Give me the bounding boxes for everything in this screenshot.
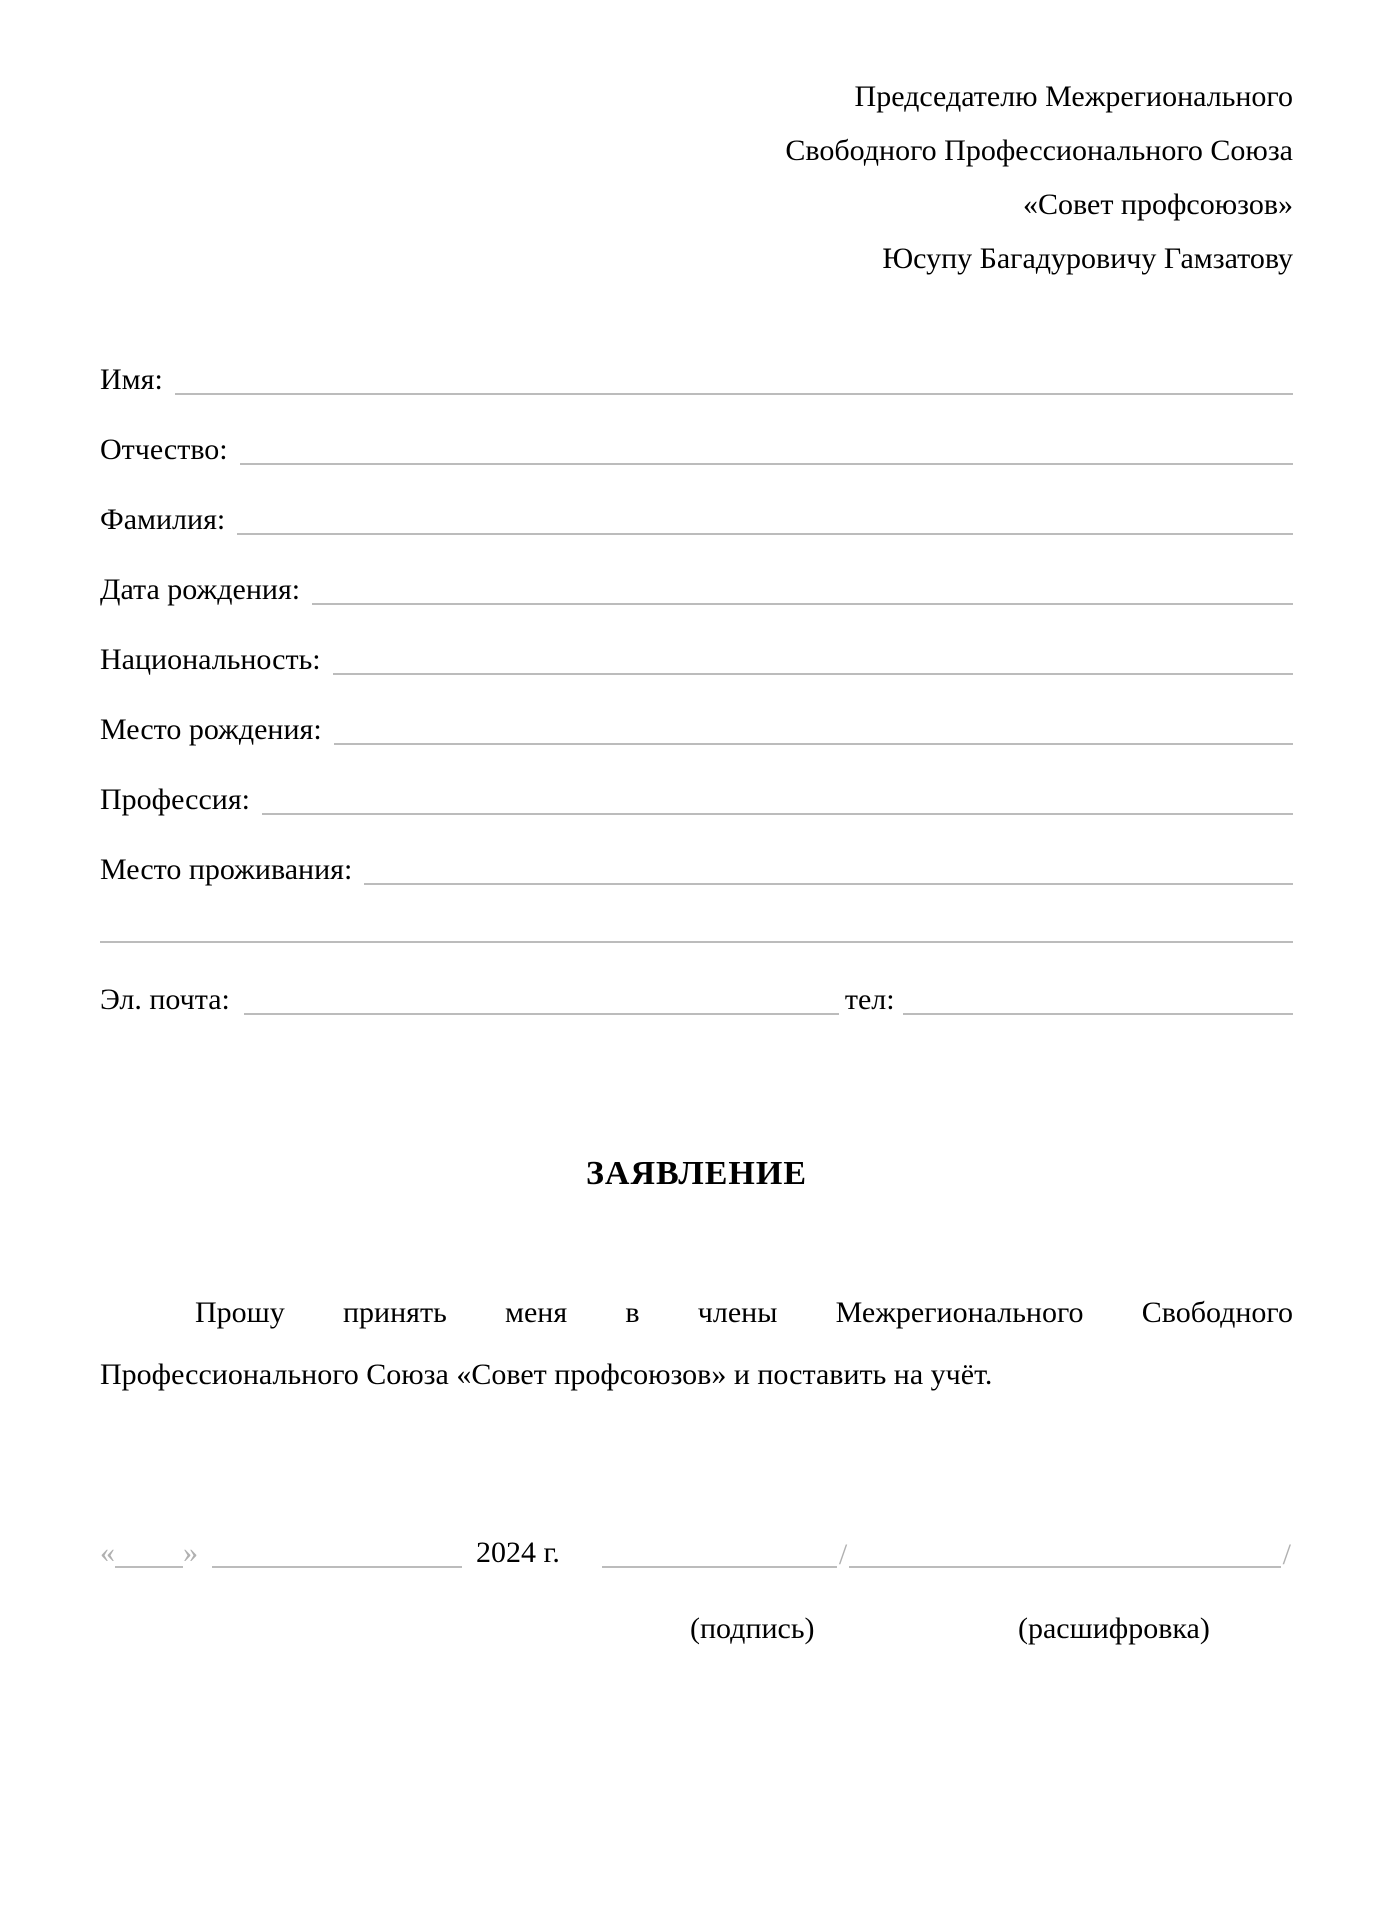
patronymic-field-label: Отчество: [100, 433, 228, 466]
signature-blank-line[interactable] [602, 1556, 837, 1568]
phone-field-blank-line[interactable] [903, 1003, 1293, 1015]
field-row-residence [100, 815, 1293, 885]
signature-captions [0, 1612, 1378, 1662]
birthdate-field-label: Дата рождения: [100, 573, 301, 606]
signature-caption: (подпись) [690, 1612, 815, 1645]
field-row-profession [100, 745, 1293, 815]
addressee-line: Юсупу Багадуровичу Гамзатову [882, 242, 1293, 275]
month-blank-line[interactable] [212, 1556, 462, 1568]
decode-caption: (расшифровка) [1018, 1612, 1210, 1645]
field-row-surname [100, 465, 1293, 535]
nationality-field-blank-line[interactable] [333, 663, 1293, 675]
addressee-block [100, 70, 1293, 286]
residence-field-label: Место проживания: [100, 853, 353, 886]
profession-field-label: Профессия: [100, 783, 250, 816]
field-row-name [100, 325, 1293, 395]
name-field-label: Имя: [100, 363, 163, 396]
email-field-blank-line[interactable] [244, 1003, 839, 1015]
birthdate-field-blank-line[interactable] [312, 593, 1293, 605]
year-label: 2024 г. [476, 1536, 560, 1569]
field-row-birthplace [100, 675, 1293, 745]
name-field-blank-line[interactable] [175, 383, 1293, 395]
addressee-line: Председателю Межрегионального [854, 80, 1293, 113]
form-fields [100, 325, 1293, 885]
slash-separator: / [838, 1538, 848, 1571]
document-title: ЗАЯВЛЕНИЕ [585, 1155, 808, 1192]
patronymic-field-blank-line[interactable] [240, 453, 1293, 465]
phone-field-label: тел: [844, 983, 895, 1016]
surname-field-label: Фамилия: [100, 503, 226, 536]
surname-field-blank-line[interactable] [237, 523, 1293, 535]
field-row-birthdate [100, 535, 1293, 605]
name-decode-blank-line[interactable] [849, 1556, 1280, 1568]
body-text-line: Прошу принять меня в члены Межрегионального Свободного [195, 1296, 1293, 1329]
residence-continuation-blank-line[interactable] [100, 941, 1293, 943]
residence-field-blank-line[interactable] [364, 873, 1293, 885]
body-text-line: Профессионального Союза «Совет профсоюзов» и поставить на учёт. [100, 1358, 993, 1391]
addressee-line: «Совет профсоюзов» [1023, 188, 1293, 221]
day-quote-open: « [100, 1536, 115, 1569]
birthplace-field-label: Место рождения: [100, 713, 322, 746]
body-paragraph [100, 1282, 1293, 1406]
slash-separator: / [1282, 1538, 1291, 1571]
date-signature-row [100, 1528, 1293, 1571]
profession-field-blank-line[interactable] [262, 803, 1293, 815]
contact-row [100, 945, 1293, 1015]
nationality-field-label: Национальность: [100, 643, 321, 676]
day-quote-close: » [183, 1536, 198, 1569]
field-row-nationality [100, 605, 1293, 675]
day-blank-line[interactable] [115, 1556, 183, 1568]
birthplace-field-blank-line[interactable] [334, 733, 1293, 745]
field-row-patronymic [100, 395, 1293, 465]
email-field-label: Эл. почта: [100, 983, 230, 1016]
addressee-line: Свободного Профессионального Союза [785, 134, 1293, 167]
